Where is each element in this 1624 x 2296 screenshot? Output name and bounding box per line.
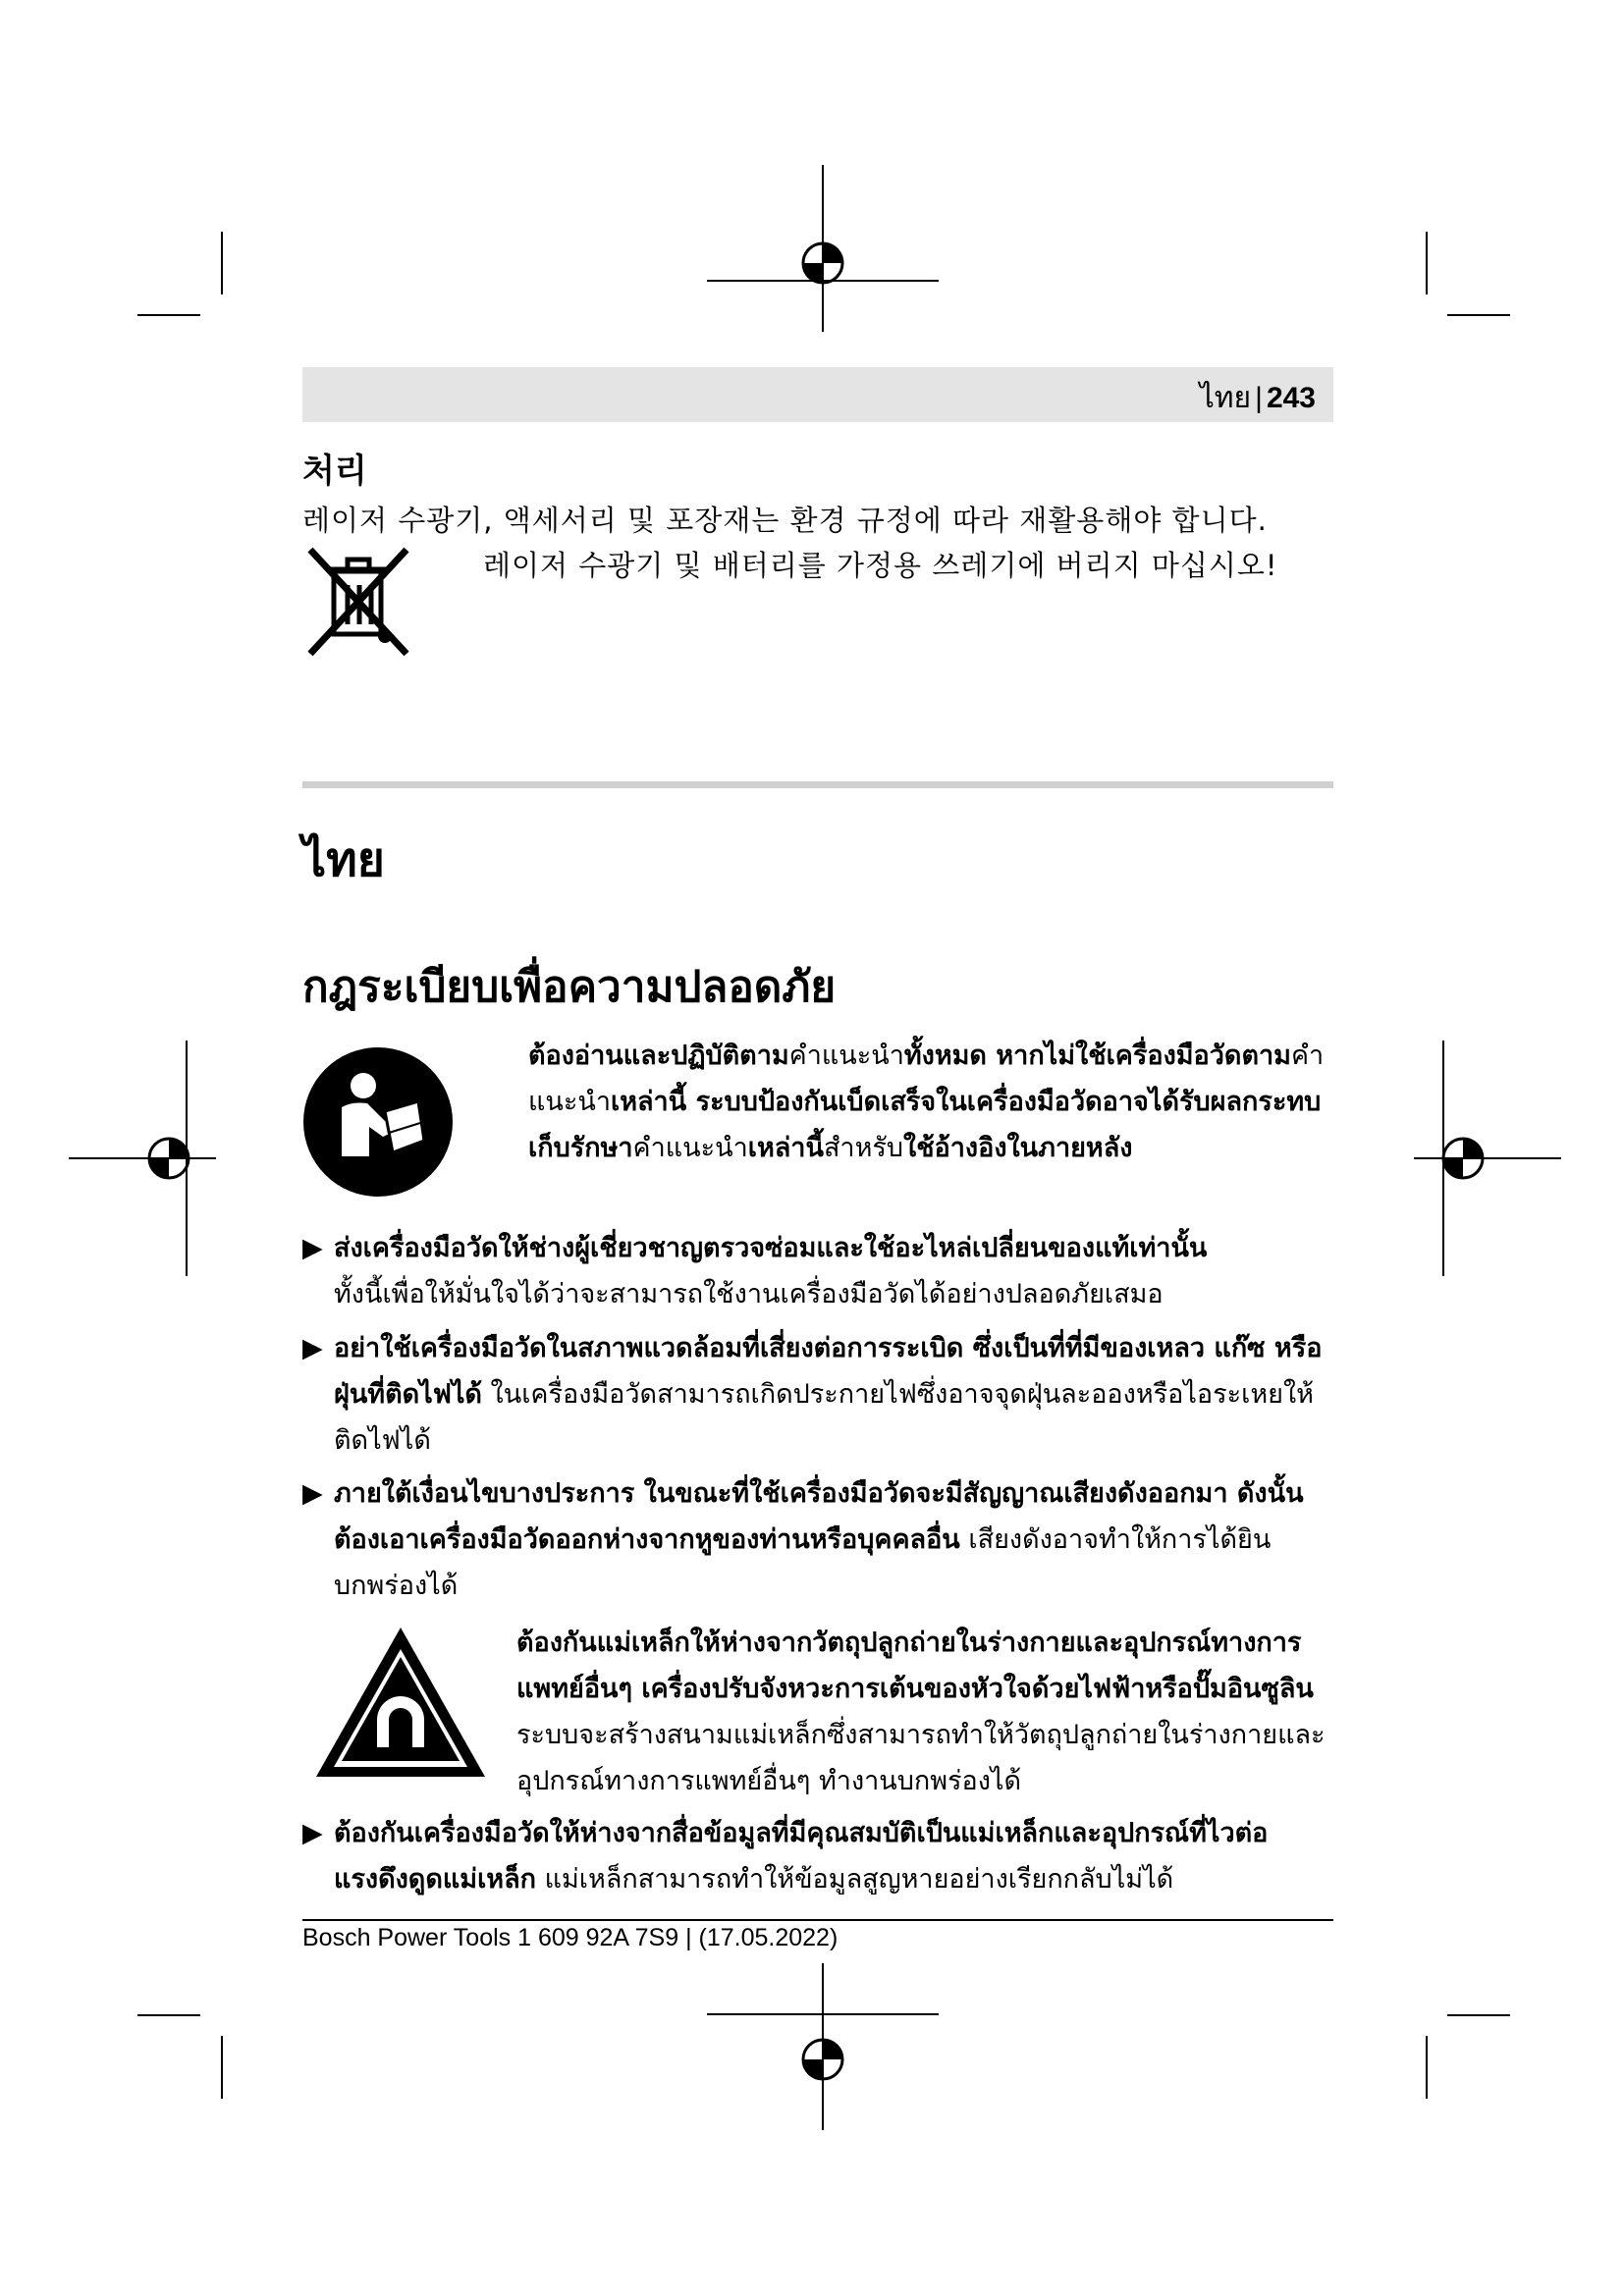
- crop-mark: [221, 2036, 223, 2099]
- header-separator: |: [1255, 382, 1263, 414]
- header-label: [1200, 375, 1316, 421]
- crop-mark: [1426, 2036, 1428, 2099]
- list-item: ภายใต้เงื่อนไขบางประการ ในขณะที่ใช้เครื่องมือวัดจะมีสัญญาณเสียงดังออกมา ดังนั้นต้องเอาเครื่องมือวัดออกห่างจากหูของท่านหรือบุคคลอื่น เสียงดังอาจทำให้การได้ยินบกพร่องได้: [334, 1478, 1304, 1601]
- crop-mark: [137, 314, 200, 316]
- crop-mark: [1426, 232, 1428, 294]
- crop-mark: [1447, 314, 1510, 316]
- registration-mark-bottom: [707, 1963, 939, 2130]
- crop-mark: [221, 232, 223, 294]
- korean-weee-text: 레이저 수광기 및 배터리를 가정용 쓰레기에 버리지 마십시오!: [483, 549, 1278, 582]
- bullet-marker: ▶: [302, 1818, 323, 1848]
- read-manual-icon: [302, 1046, 454, 1198]
- footer-text: Bosch Power Tools 1 609 92A 7S9 | (17.05.2022): [302, 1924, 839, 1951]
- crop-mark: [1447, 2014, 1510, 2016]
- header-language: ไทย: [1199, 382, 1252, 414]
- bullet-marker: ▶: [302, 1478, 323, 1509]
- read-instructions-notice: ต้องอ่านและปฏิบัติตามคำแนะนำทั้งหมด หากไม่ใช้เครื่องมือวัดตามคำแนะนำเหล่านี้ ระบบป้องกันเบ็ดเสร็จในเครื่องมือวัดอาจได้รับผลกระทบ เก็บรักษาคำแนะนำเหล่านี้สำหรับใช้อ้างอิงในภายหลัง: [528, 1041, 1325, 1163]
- registration-mark-right: [1414, 1041, 1561, 1276]
- bullet-marker: ▶: [302, 1333, 323, 1363]
- section-title: กฎระเบียบเพื่อความปลอดภัย: [302, 962, 837, 1012]
- list-item: อย่าใช้เครื่องมือวัดในสภาพแวดล้อมที่เสี่ยงต่อการระเบิด ซึ่งเป็นที่ที่มีของเหลว แก๊ซ หรือฝุ่นที่ติดไฟได้ ในเครื่องมือวัดสามารถเกิดประกายไฟซึ่งอาจจุดฝุ่นละอองหรือไอระเหยให้ติดไฟได้: [334, 1333, 1323, 1456]
- list-item: ส่งเครื่องมือวัดให้ช่างผู้เชี่ยวชาญตรวจซ่อมและใช้อะไหล่เปลี่ยนของแท้เท่านั้น ทั้งนี้เพื่อให้มั่นใจได้ว่าจะสามารถใช้งานเครื่องมือวัดได้อย่างปลอดภัยเสมอ: [334, 1233, 1208, 1309]
- crossed-bin-icon: [304, 546, 412, 660]
- page-header: [302, 367, 1333, 422]
- magnet-warning-icon: [310, 1622, 491, 1783]
- section-divider: [302, 781, 1333, 788]
- page-number: 243: [1266, 382, 1316, 414]
- registration-mark-left: [69, 1041, 216, 1276]
- korean-heading: 처리: [302, 452, 367, 491]
- language-title: ไทย: [302, 832, 385, 887]
- registration-mark-top: [707, 165, 939, 332]
- list-item: ต้องกันเครื่องมือวัดให้ห่างจากสื่อข้อมูลที่มีคุณสมบัติเป็นแม่เหล็กและอุปกรณ์ที่ไวต่อแรงดึงดูดแม่เหล็ก แม่เหล็กสามารถทำให้ข้อมูลสูญหายอย่างเรียกกลับไม่ได้: [334, 1818, 1269, 1895]
- bullet-marker: ▶: [302, 1233, 323, 1263]
- korean-disposal-text: 레이저 수광기, 액세서리 및 포장재는 환경 규정에 따라 재활용해야 합니다.: [302, 504, 1268, 537]
- magnet-warning-notice: ต้องกันแม่เหล็กให้ห่างจากวัตถุปลูกถ่ายในร่างกายและอุปกรณ์ทางการแพทย์อื่นๆ เครื่องปรับจังหวะการเต้นของหัวใจด้วยไฟฟ้าหรือปั๊มอินซูลิน ระบบจะสร้างสนามแม่เหล็กซึ่งสามารถทำให้วัตถุปลูกถ่ายในร่างกายและอุปกรณ์ทางการแพทย์อื่นๆ ทำงานบกพร่องได้: [516, 1628, 1326, 1796]
- footer-rule: [302, 1919, 1333, 1921]
- crop-mark: [137, 2014, 200, 2016]
